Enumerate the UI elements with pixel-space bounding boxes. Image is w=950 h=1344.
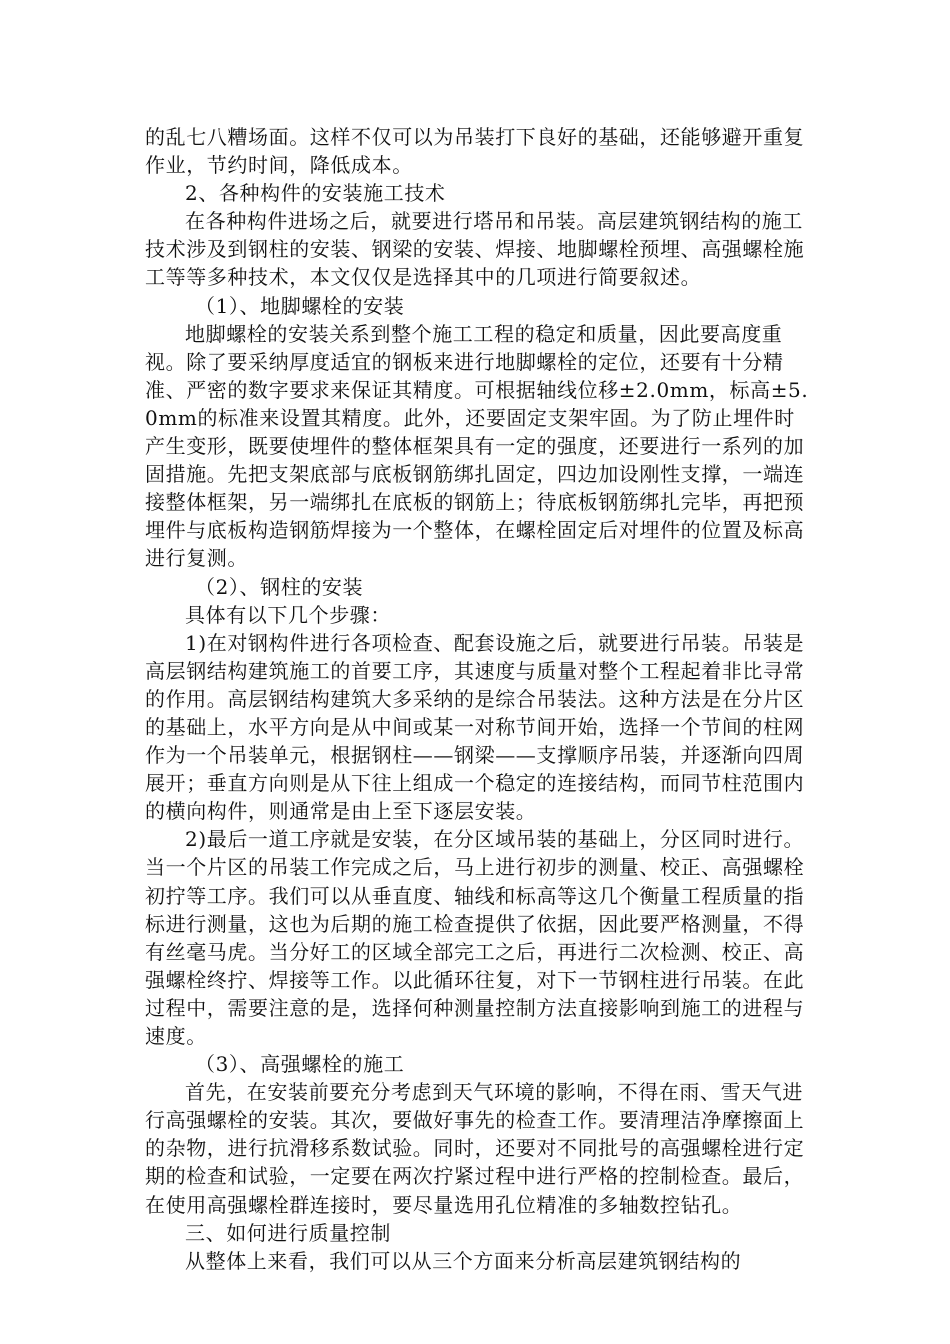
- subheading-steel-columns: （2）、钢柱的安装: [195, 574, 364, 599]
- paragraph-steps-intro: 具体有以下几个步骤：: [185, 602, 391, 627]
- subheading-anchor-bolts: （1）、地脚螺栓的安装: [195, 293, 405, 318]
- paragraph-continuation: 的乱七八糟场面。这样不仅可以为吊装打下良好的基础，还能够避开重复作业，节约时间，降低成本。: [145, 125, 805, 178]
- subheading-high-strength-bolts: （3）、高强螺栓的施工: [195, 1052, 405, 1077]
- document-body: [145, 123, 815, 1275]
- paragraph-step-2: 2)最后一道工序就是安装，在分区域吊装的基础上，分区同时进行。当一个片区的吊装工作完成之后，马上进行初步的测量、校正、高强螺栓初拧等工序。我们可以从垂直度、轴线和标高等这几个衡量工程质量的指标进行测量，这也为后期的施工检查提供了依据，因此要严格测量，不得有丝毫马虎。当分好工的区域全部完工之后，再进行二次检测、校正、高强螺栓终拧、焊接等工作。以此循环往复，对下一节钢柱进行吊装。在此过程中，需要注意的是，选择何种测量控制方法直接影响到施工的进程与速度。: [145, 827, 805, 1048]
- paragraph-high-strength-bolts: 首先，在安装前要充分考虑到天气环境的影响，不得在雨、雪天气进行高强螺栓的安装。其次，要做好事先的检查工作。要清理洁净摩擦面上的杂物，进行抗滑移系数试验。同时，还要对不同批号的高强螺栓进行定期的检查和试验，一定要在两次拧紧过程中进行严格的控制检查。最后，在使用高强螺栓群连接时，要尽量选用孔位精准的多轴数控钻孔。: [145, 1080, 805, 1217]
- paragraph-quality-control: 从整体上来看，我们可以从三个方面来分析高层建筑钢结构的: [185, 1248, 742, 1273]
- paragraph-step-1: 1)在对钢构件进行各项检查、配套设施之后，就要进行吊装。吊装是高层钢结构建筑施工的首要工序，其速度与质量对整个工程起着非比寻常的作用。高层钢结构建筑大多采纳的是综合吊装法。这种方法是在分片区的基础上，水平方向是从中间或某一对称节间开始，选择一个节间的柱网作为一个吊装单元，根据钢柱——钢梁——支撑顺序吊装，并逐渐向四周展开；垂直方向则是从下往上组成一个稳定的连接结构，而同节柱范围内的横向构件，则通常是由上至下逐层安装。: [145, 630, 805, 824]
- section-heading-3: 三、如何进行质量控制: [185, 1220, 391, 1245]
- paragraph-anchor-bolts: 地脚螺栓的安装关系到整个施工工程的稳定和质量，因此要高度重视。除了要采纳厚度适宜的钢板来进行地脚螺栓的定位，还要有十分精准、严密的数字要求来保证其精度。可根据轴线位移±2.0mm，标高±5.0mm的标准来设置其精度。此外，还要固定支架牢固。为了防止埋件时产生变形，既要使埋件的整体框架具有一定的强度，还要进行一系列的加固措施。先把支架底部与底板钢筋绑扎固定，四边加设刚性支撑，一端连接整体框架，另一端绑扎在底板的钢筋上；待底板钢筋绑扎完毕，再把预埋件与底板构造钢筋焊接为一个整体，在螺栓固定后对埋件的位置及标高进行复测。: [145, 321, 809, 571]
- section-heading-2: 2、各种构件的安装施工技术: [185, 181, 446, 206]
- paragraph-intro: 在各种构件进场之后，就要进行塔吊和吊装。高层建筑钢结构的施工技术涉及到钢柱的安装、钢梁的安装、焊接、地脚螺栓预埋、高强螺栓施工等等多种技术，本文仅仅是选择其中的几项进行简要叙述。: [145, 209, 805, 290]
